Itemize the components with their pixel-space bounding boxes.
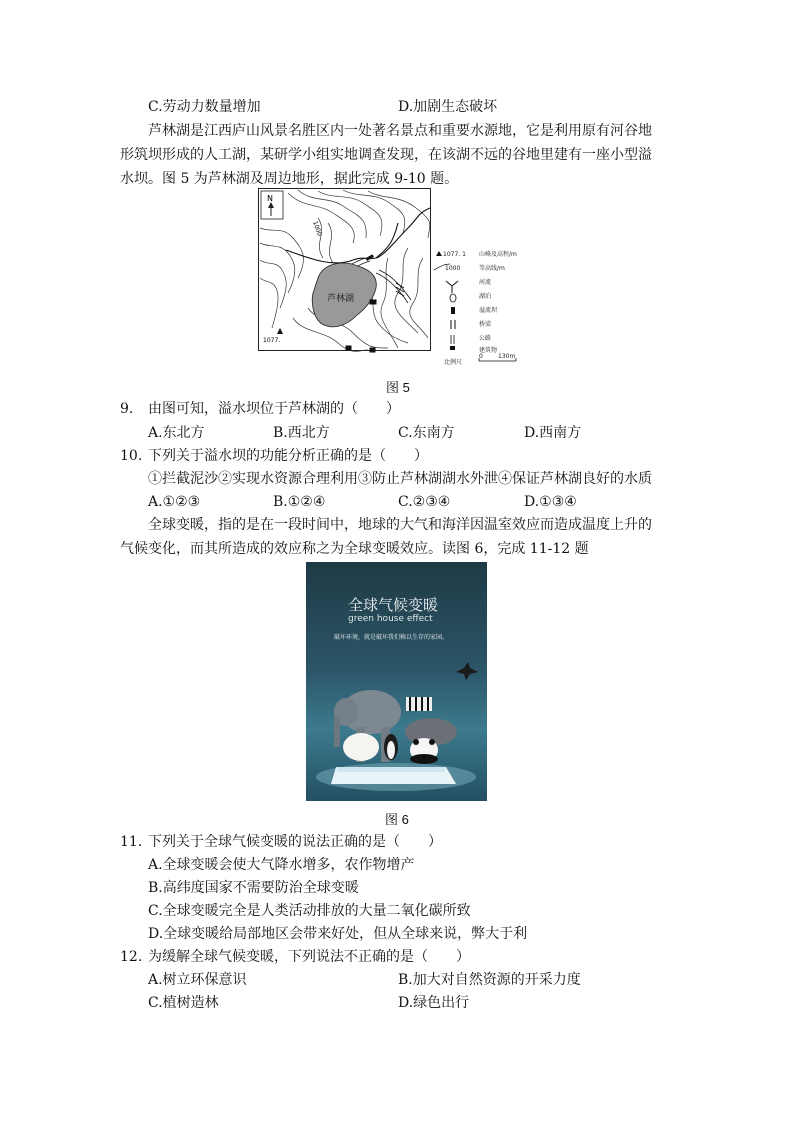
q12-option-a: A.树立环保意识 (148, 972, 247, 988)
svg-text:等高线/m: 等高线/m (479, 265, 505, 272)
svg-text:建筑物: 建筑物 (479, 347, 498, 354)
q10-option-c: C.②③④ (398, 494, 451, 510)
svg-text:湖泊: 湖泊 (479, 293, 492, 300)
prev-option-d: D.加剧生态破坏 (398, 99, 498, 115)
passage1-line1: 芦林湖是江西庐山风景名胜区内一处著名景点和重要水源地，它是利用原有河谷地 (148, 123, 652, 139)
q9-option-b: B.西北方 (273, 425, 330, 441)
legend-dam-icon (451, 307, 455, 314)
svg-text:130m: 130m (498, 353, 516, 360)
q10-option-b: B.①②④ (273, 494, 326, 510)
svg-text:桥梁: 桥梁 (479, 321, 492, 328)
passage1-line2: 形筑坝形成的人工湖，某研学小组实地调查发现，在该湖不远的谷地里建有一座小型溢 (120, 147, 652, 163)
q9-option-a: A.东北方 (148, 425, 205, 441)
poster-subtitle: green house effect (348, 614, 433, 624)
figure5-caption: 图 5 (386, 380, 410, 395)
lake-label: 芦林湖 (327, 294, 355, 304)
passage1-line3: 水坝。图 5 为芦林湖及周边地形，据此完成 9-10 题。 (120, 171, 459, 187)
q9-stem: 由图可知，溢水坝位于芦林湖的（ ） (148, 401, 400, 417)
q10-statements: ①拦截泥沙②实现水资源合理利用③防止芦林湖湖水外泄④保证芦林湖良好的水质 (148, 471, 652, 487)
prev-option-c: C.劳动力数量增加 (148, 99, 261, 115)
legend-building-icon (450, 346, 455, 350)
q12-option-b: B.加大对自然资源的开采力度 (398, 972, 581, 988)
q11-stem: 下列关于全球气候变暖的说法正确的是（ ） (148, 834, 442, 850)
global-warming-poster (306, 562, 487, 801)
q12-stem: 为缓解全球气候变暖，下列说法不正确的是（ ） (148, 949, 470, 965)
poster-illustration (306, 562, 487, 801)
legend-river-icon (446, 281, 458, 293)
legend-peak-icon (436, 251, 442, 256)
q11-option-a: A.全球变暖会使大气降水增多，农作物增产 (148, 857, 415, 873)
legend-lake-icon (450, 294, 456, 302)
q11-number: 11. (120, 834, 143, 850)
lake-topographic-map (258, 188, 530, 368)
poster-title: 全球气候变暖 (348, 596, 439, 614)
q12-option-d: D.绿色出行 (398, 995, 470, 1011)
poster-slogan: 破坏环境，就是破坏我们赖以生存的家园。 (334, 634, 449, 641)
bird-icon (456, 662, 478, 680)
svg-text:山峰及高程/m: 山峰及高程/m (479, 251, 517, 258)
map-legend (434, 250, 517, 366)
contour-value-label: 1000 (311, 220, 323, 238)
svg-text:0: 0 (479, 353, 483, 360)
q11-option-b: B.高纬度国家不需要防治全球变暖 (148, 880, 359, 896)
q10-stem: 下列关于溢水坝的功能分析正确的是（ ） (148, 448, 428, 464)
q10-option-d: D.①③④ (524, 494, 577, 510)
scale-label: 比例尺 (444, 359, 463, 366)
q10-number: 10. (120, 448, 143, 464)
polar-bear-icon (343, 733, 379, 761)
peak-label: 1077. (263, 337, 281, 344)
svg-text:1000: 1000 (445, 265, 461, 272)
q11-option-d: D.全球变暖给局部地区会带来好处，但从全球来说，弊大于利 (148, 926, 528, 942)
q11-option-c: C.全球变暖完全是人类活动排放的大量二氧化碳所致 (148, 903, 471, 919)
q12-option-c: C.植树造林 (148, 995, 219, 1011)
svg-text:公路: 公路 (479, 335, 492, 342)
zebra-icon (406, 697, 432, 711)
q12-number: 12. (120, 949, 143, 965)
svg-text:1077. 1: 1077. 1 (443, 251, 466, 258)
q9-option-d: D.西南方 (524, 425, 582, 441)
svg-text:河流: 河流 (479, 279, 492, 286)
figure6-caption: 图 6 (385, 812, 409, 827)
q10-option-a: A.①②③ (148, 494, 201, 510)
north-label: N (267, 194, 273, 203)
passage2-line2: 气候变化，而其所造成的效应称之为全球变暖效应。读图 6，完成 11-12 题 (120, 541, 589, 557)
svg-text:溢流坝: 溢流坝 (479, 307, 498, 314)
q9-number: 9. (120, 401, 134, 417)
passage2-line1: 全球变暖，指的是在一段时间中，地球的大气和海洋因温室效应而造成温度上升的 (148, 517, 652, 533)
q9-option-c: C.东南方 (398, 425, 455, 441)
